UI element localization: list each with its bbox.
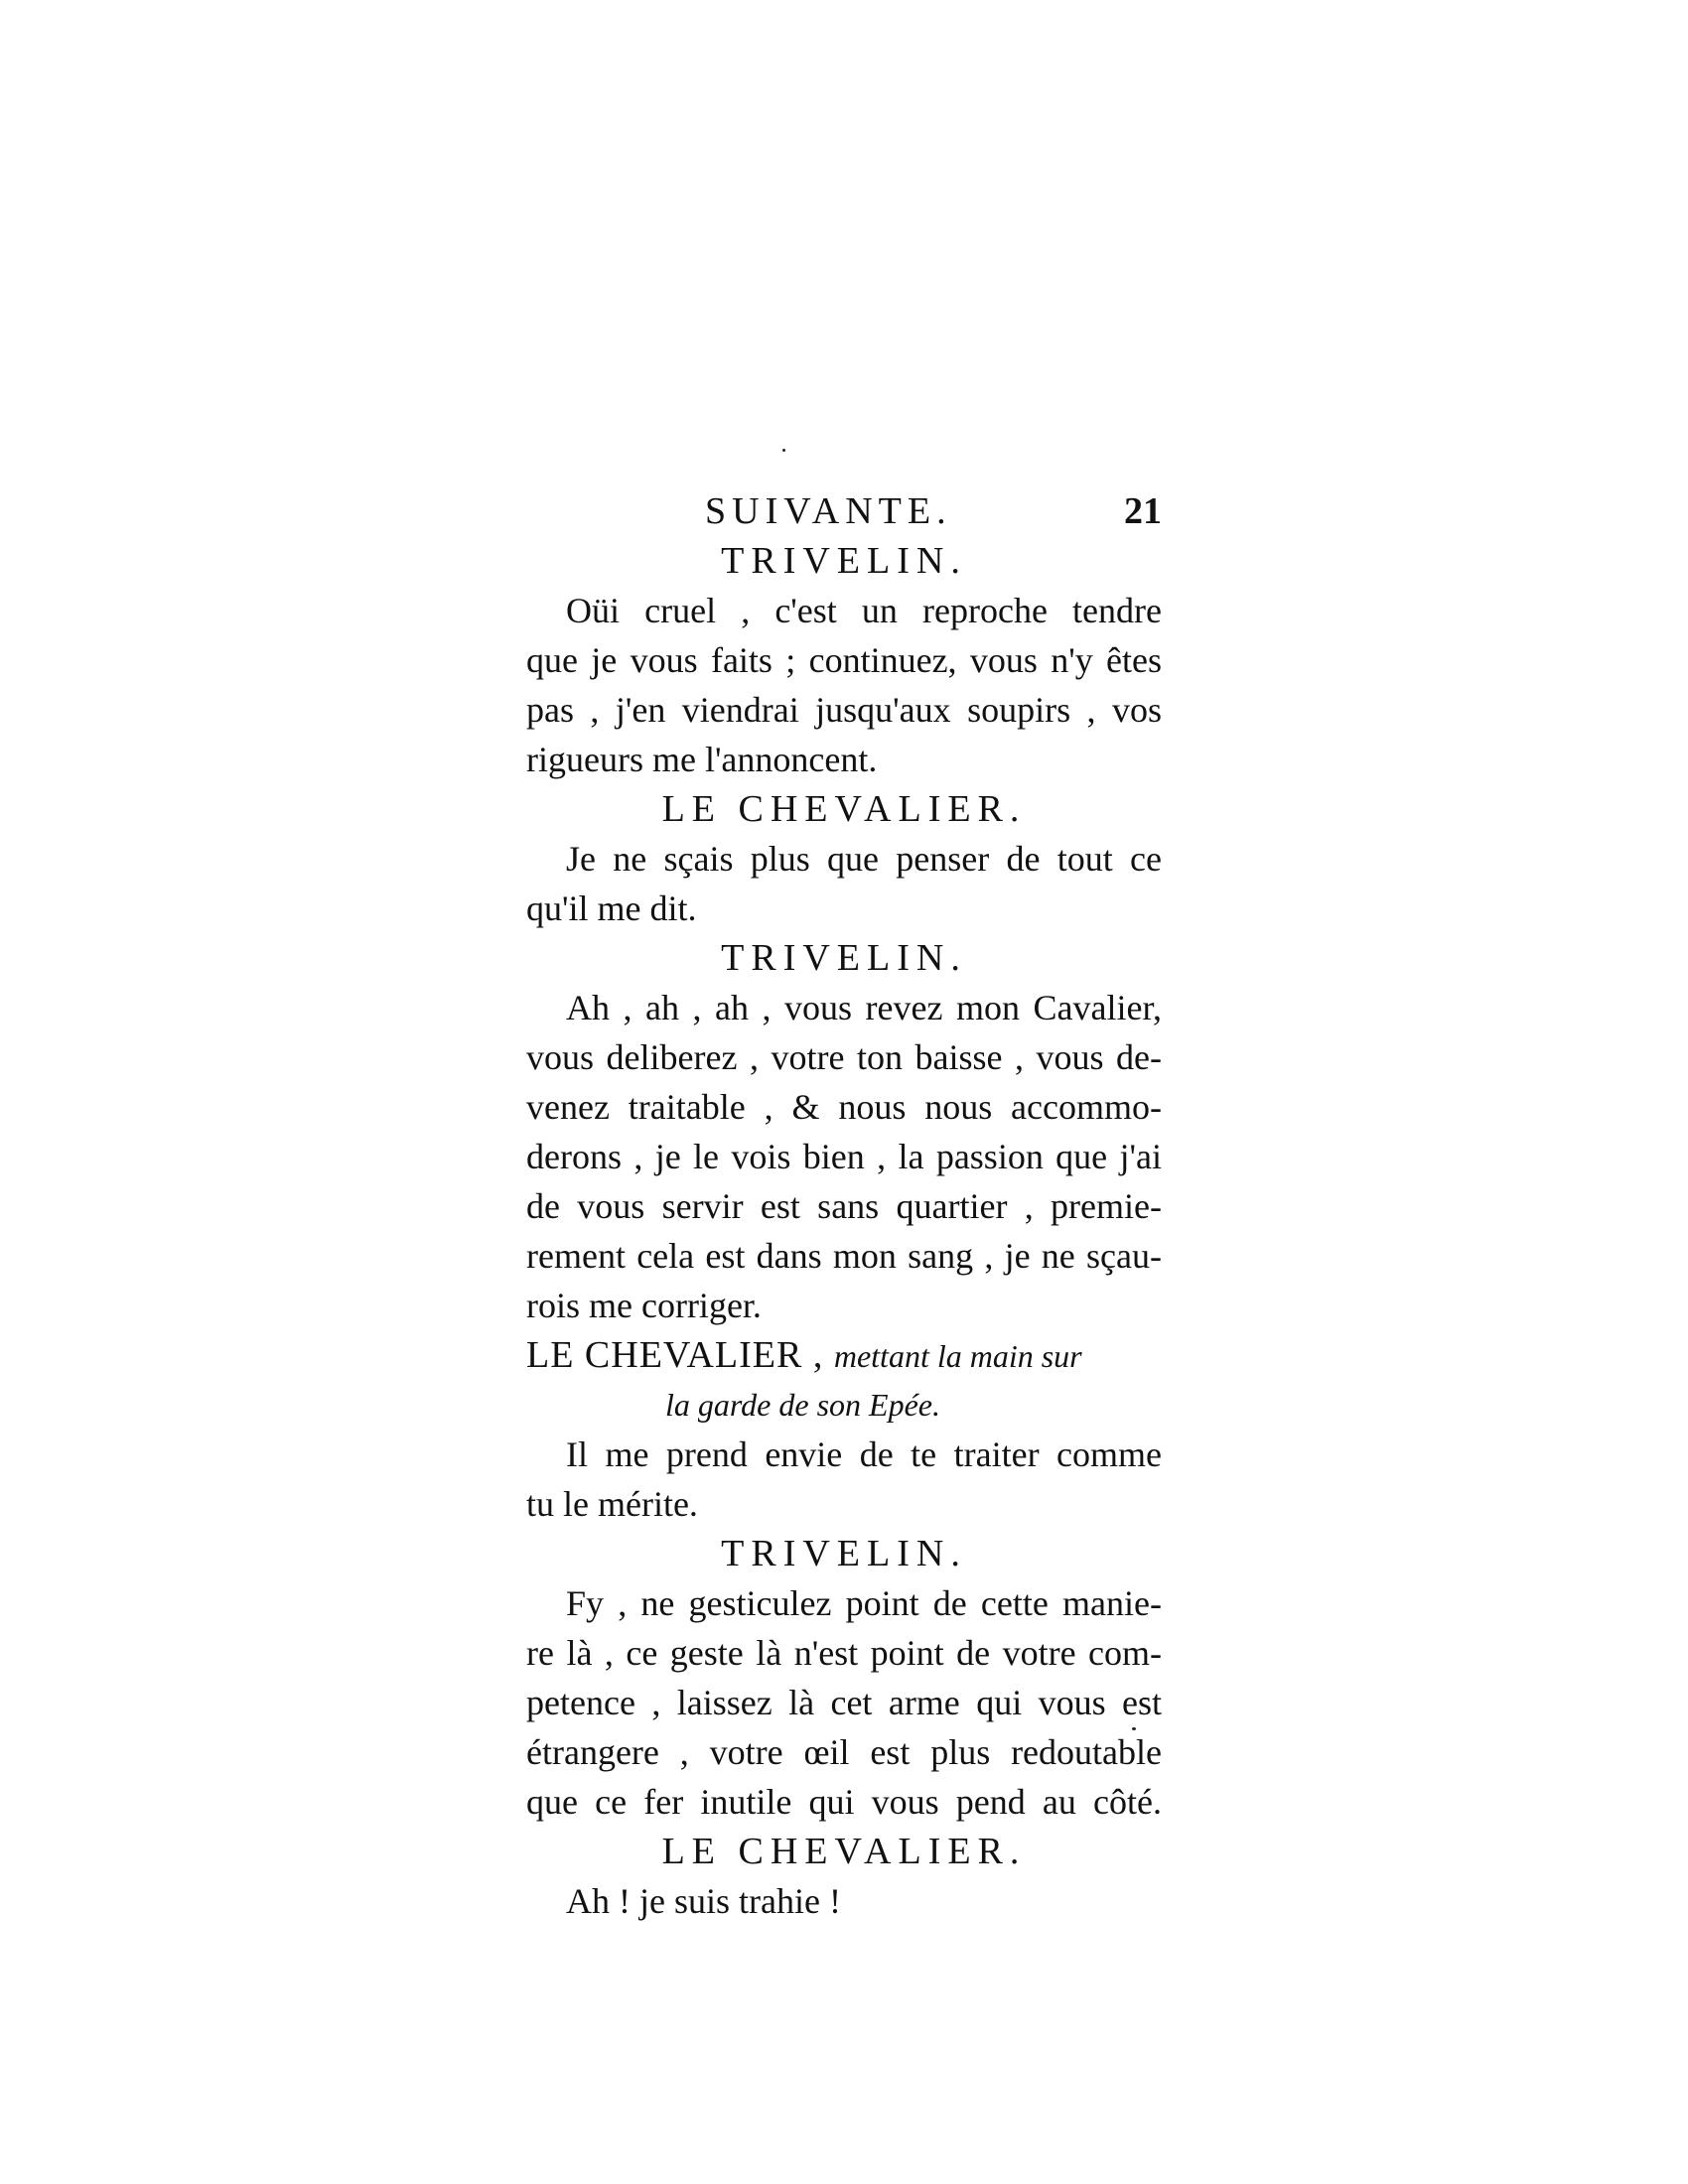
speech-line: Fy , ne gesticulez point de cette manie- bbox=[566, 1583, 1162, 1623]
speech-line: qu'il me dit. bbox=[526, 888, 697, 928]
speech bbox=[526, 1827, 1162, 1926]
speech-line: venez traitable , & nous nous accommo- bbox=[526, 1087, 1162, 1127]
speech-line: vous deliberez , votre ton baisse , vous de- bbox=[526, 1037, 1162, 1077]
speech-line: derons , je le vois bien , la passion que j'ai bbox=[526, 1137, 1162, 1176]
speech-line: que ce fer inutile qui vous pend au côté. bbox=[526, 1782, 1162, 1822]
speaker-name: LE CHEVALIER. bbox=[661, 1831, 1027, 1872]
speech-line: petence , laissez là cet arme qui vous est bbox=[526, 1683, 1162, 1722]
speaker-heading bbox=[526, 1330, 1162, 1380]
speech bbox=[526, 536, 1162, 784]
speech-line: rigueurs me l'annoncent. bbox=[526, 740, 878, 779]
speech-line: re là , ce geste là n'est point de votre com- bbox=[526, 1633, 1162, 1673]
speaker-name: TRIVELIN. bbox=[721, 540, 967, 582]
ink-speck bbox=[782, 449, 785, 452]
text-block bbox=[526, 486, 1162, 1926]
running-head bbox=[526, 486, 1162, 536]
speaker-name: LE CHEVALIER , bbox=[526, 1334, 824, 1376]
page-number: 21 bbox=[1124, 490, 1162, 532]
speech bbox=[526, 1330, 1162, 1529]
speech-line: que je vous faits ; continuez, vous n'y êtes bbox=[526, 640, 1162, 680]
running-title: SUIVANTE. bbox=[705, 490, 952, 532]
stage-direction-continued: la garde de son Epée. bbox=[665, 1387, 940, 1423]
speech bbox=[526, 933, 1162, 1330]
speech-line: Je ne sçais plus que penser de tout ce bbox=[566, 839, 1162, 879]
speech bbox=[526, 1529, 1162, 1827]
speech-line: pas , j'en viendrai jusqu'aux soupirs , vos bbox=[526, 690, 1162, 730]
speaker-name: TRIVELIN. bbox=[721, 1533, 967, 1574]
speech-line: Oüi cruel , c'est un reproche tendre bbox=[566, 591, 1162, 630]
speech-line: de vous servir est sans quartier , premie- bbox=[526, 1186, 1162, 1226]
speech-line: étrangere , votre œil est plus redoutable bbox=[526, 1732, 1162, 1772]
speech-line: Il me prend envie de te traiter comme bbox=[566, 1434, 1162, 1474]
speaker-name: LE CHEVALIER. bbox=[661, 788, 1027, 830]
speech-line: rois me corriger. bbox=[526, 1286, 762, 1325]
speech-line: tu le mérite. bbox=[526, 1484, 698, 1524]
speech-line: rement cela est dans mon sang , je ne sçau- bbox=[526, 1236, 1162, 1276]
speaker-name: TRIVELIN. bbox=[721, 937, 967, 979]
speech bbox=[526, 784, 1162, 933]
speech-line: Ah , ah , ah , vous revez mon Cavalier, bbox=[566, 988, 1162, 1027]
speech-line: Ah ! je suis trahie ! bbox=[566, 1881, 841, 1921]
stage-direction: mettant la main sur bbox=[833, 1338, 1082, 1374]
